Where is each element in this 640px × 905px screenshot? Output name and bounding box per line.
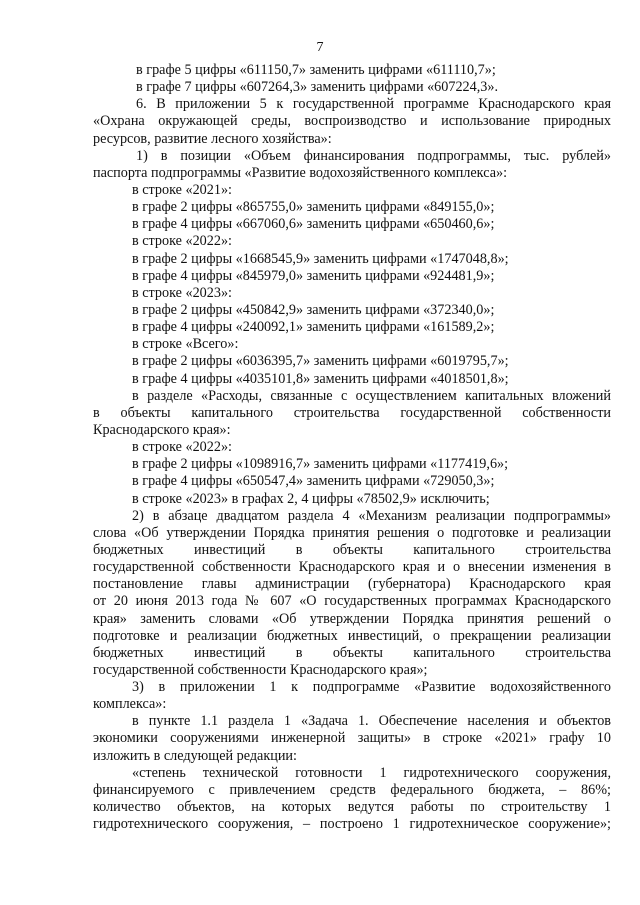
text-line: гидротехнического сооружения, – построено 1 гидротехническое сооружение»; <box>93 816 611 833</box>
text-line: в объекты капитального строительства государственной собственности <box>93 404 611 421</box>
text-line: «степень технической готовности 1 гидротехнического сооружения, <box>132 764 611 781</box>
text-line: в графе 2 цифры «450842,9» заменить цифрами «372340,0»; <box>132 301 495 318</box>
text-line: подготовке и реализации бюджетных инвестиций, о прекращении реализации <box>93 627 611 644</box>
text-line: экономики сооружениями инженерной защиты» в строке «2021» графу 10 <box>93 730 611 747</box>
text-line: в строке «Всего»: <box>132 336 239 353</box>
text-line: 1) в позиции «Объем финансирования подпрограммы, тыс. рублей» <box>136 147 611 164</box>
text-line: в графе 2 цифры «1668545,9» заменить цифрами «1747048,8»; <box>132 250 509 267</box>
text-line: в графе 2 цифры «6036395,7» заменить цифрами «6019795,7»; <box>132 353 509 370</box>
text-line: количество объектов, на которых ведутся работы по строительству 1 <box>93 799 611 816</box>
text-line: от 20 июня 2013 года № 607 «О государственных программах Краснодарского <box>93 593 611 610</box>
text-line: в строке «2023»: <box>132 284 232 301</box>
text-line: 2) в абзаце двадцатом раздела 4 «Механизм реализации подпрограммы» <box>132 507 611 524</box>
text-line: в графе 2 цифры «1098916,7» заменить цифрами «1177419,6»; <box>132 456 509 473</box>
text-line: Краснодарского края»: <box>93 421 231 438</box>
text-line: в графе 4 цифры «667060,6» заменить цифрами «650460,6»; <box>132 216 495 233</box>
text-line: в разделе «Расходы, связанные с осуществлением капитальных вложений <box>132 387 611 404</box>
text-line: в графе 4 цифры «845979,0» заменить цифрами «924481,9»; <box>132 267 495 284</box>
text-line: в строке «2023» в графах 2, 4 цифры «78502,9» исключить; <box>132 490 490 507</box>
text-line: в строке «2022»: <box>132 439 232 456</box>
text-line: в строке «2022»: <box>132 233 232 250</box>
text-line: государственной собственности Краснодарского края и о внесении изменения в <box>93 559 611 576</box>
text-line: в пункте 1.1 раздела 1 «Задача 1. Обеспечение населения и объектов <box>132 713 611 730</box>
text-line: в графе 7 цифры «607264,3» заменить цифрами «607224,3». <box>136 79 499 96</box>
text-line: в графе 5 цифры «611150,7» заменить цифрами «611110,7»; <box>136 62 496 78</box>
text-line: финансируемого с привлечением средств федерального бюджета, – 86%; <box>93 781 611 798</box>
text-line: 3) в приложении 1 к подпрограмме «Развитие водохозяйственного <box>132 679 611 696</box>
text-line: в строке «2021»: <box>132 181 232 198</box>
text-line: в графе 4 цифры «650547,4» заменить цифрами «729050,3»; <box>132 473 495 490</box>
text-line: в графе 2 цифры «865755,0» заменить цифрами «849155,0»; <box>132 199 495 216</box>
text-line: паспорта подпрограммы «Развитие водохозяйственного комплекса»: <box>93 164 508 181</box>
text-line: слова «Об утверждении Порядка принятия решения о подготовке и реализации <box>93 524 611 541</box>
text-line: «Охрана окружающей среды, воспроизводство и использование природных <box>93 113 611 130</box>
text-line: комплекса»: <box>93 696 167 713</box>
text-line: бюджетных инвестиций в объекты капитального строительства <box>93 541 611 558</box>
text-line: бюджетных инвестиций в объекты капитального строительства <box>93 644 611 661</box>
document-body <box>93 62 611 833</box>
text-line: ресурсов, развитие лесного хозяйства»: <box>93 130 332 147</box>
text-line: постановление главы администрации (губернатора) Краснодарского края <box>93 576 611 593</box>
text-line: края» заменить словами «Об утверждении Порядка принятия решений о <box>93 610 611 627</box>
page-number: 7 <box>316 40 324 55</box>
text-line: изложить в следующей редакции: <box>93 747 297 764</box>
text-line: в графе 4 цифры «240092,1» заменить цифрами «161589,2»; <box>132 319 495 336</box>
text-line: 6. В приложении 5 к государственной программе Краснодарского края <box>136 96 611 113</box>
text-line: в графе 4 цифры «4035101,8» заменить цифрами «4018501,8»; <box>132 370 509 387</box>
text-line: государственной собственности Краснодарского края»; <box>93 661 428 678</box>
